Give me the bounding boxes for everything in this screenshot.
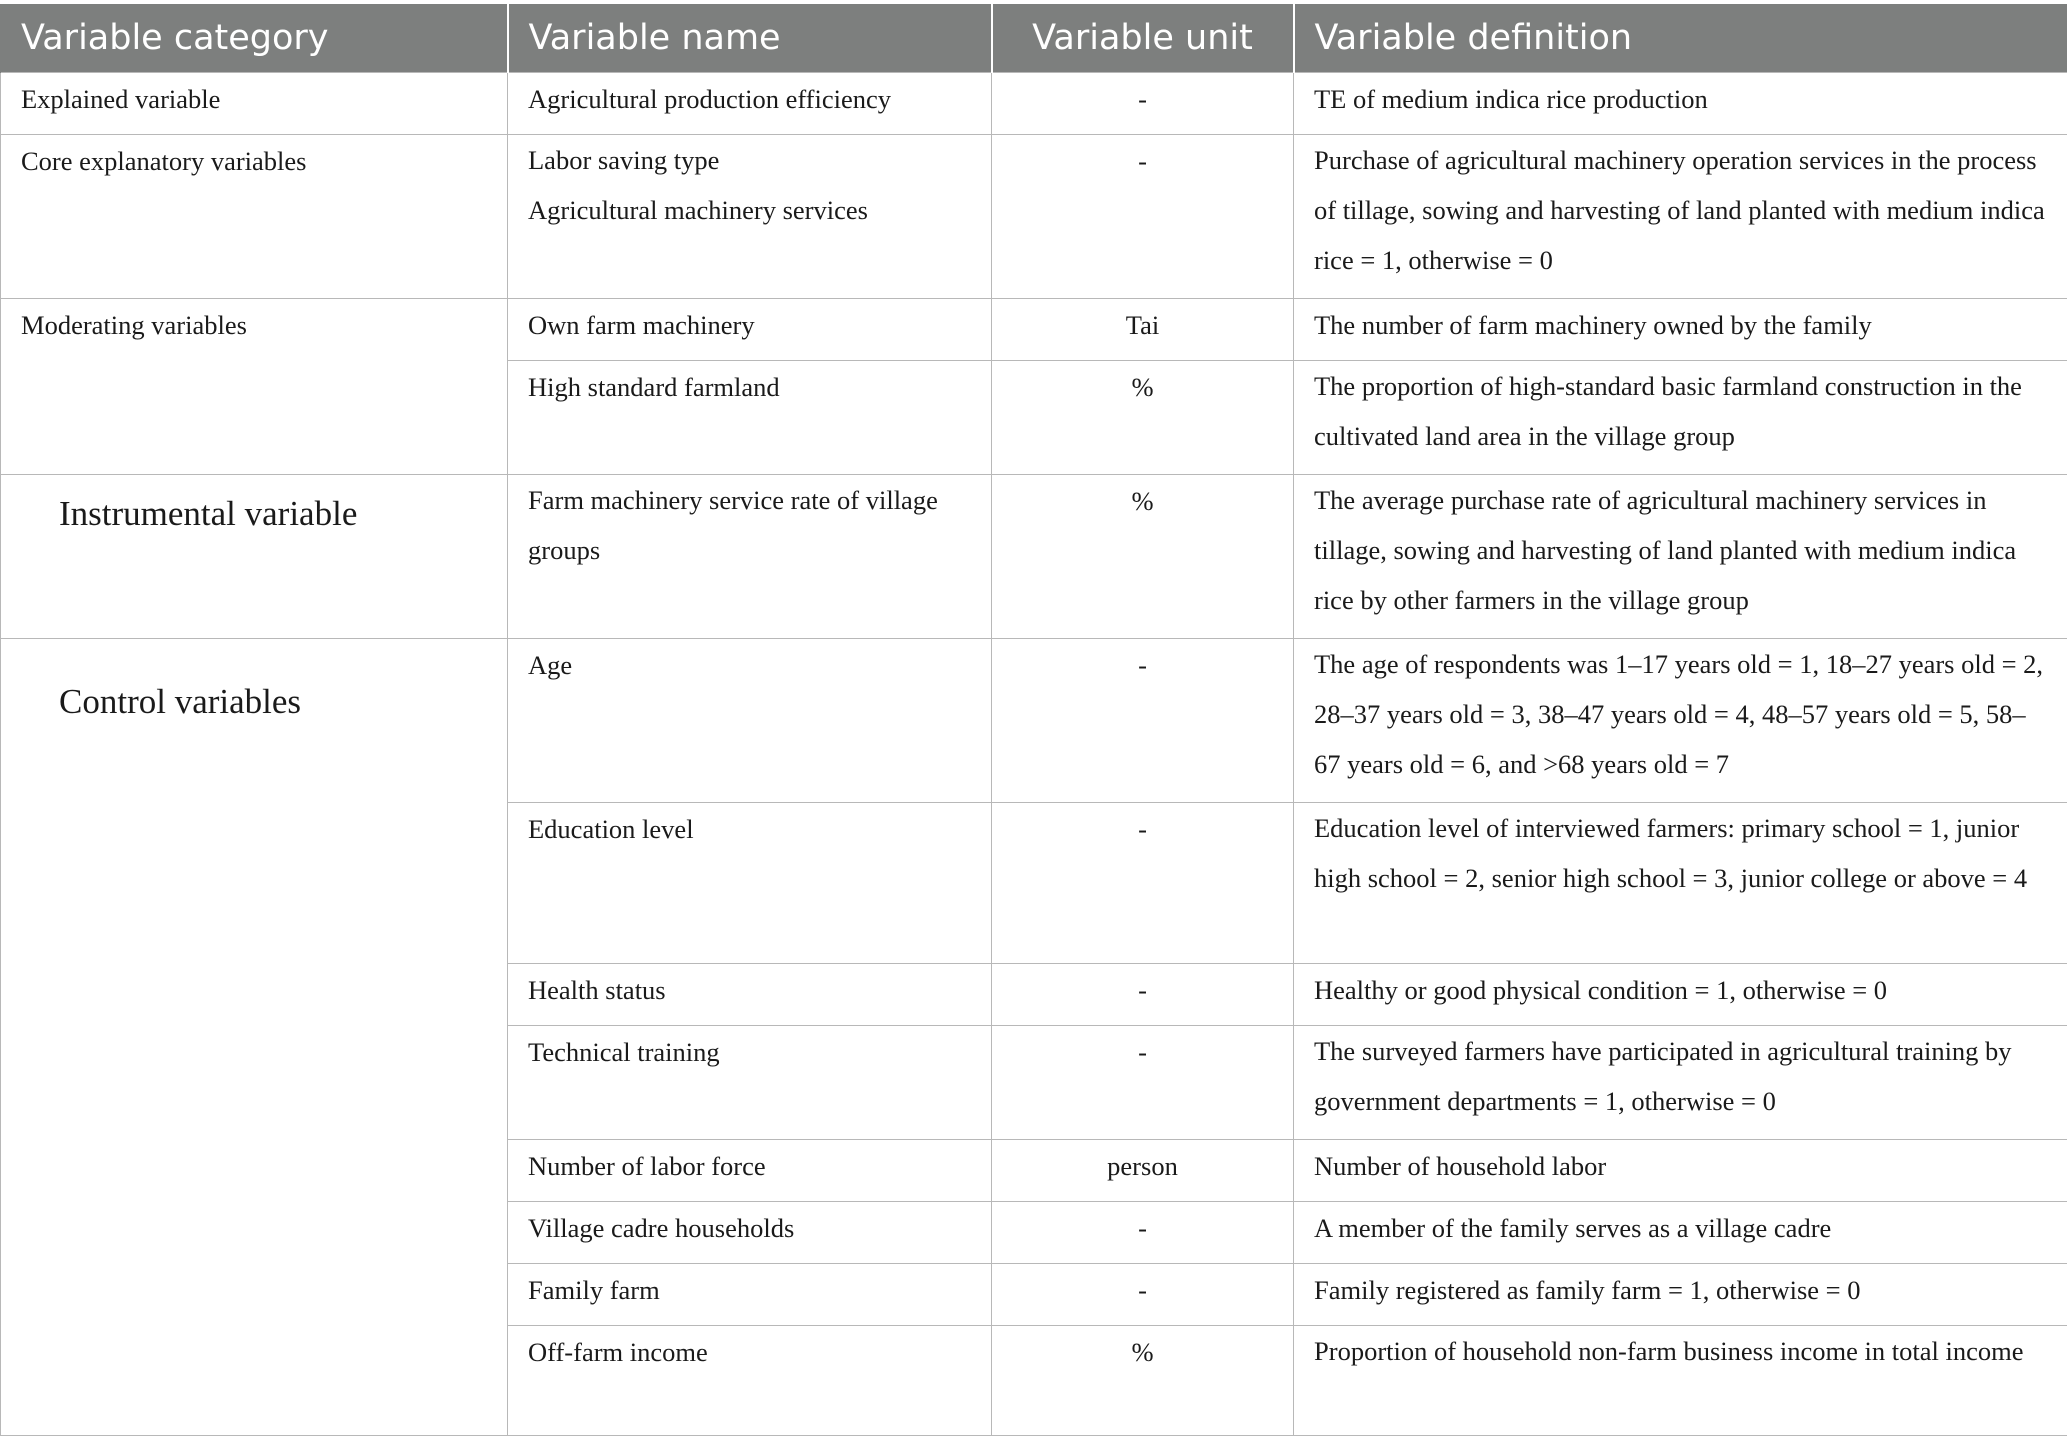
table-row (1, 72, 2067, 134)
unit-cell: - (992, 72, 1294, 134)
name-cell: Village cadre households (508, 1201, 992, 1263)
definition-cell: The number of farm machinery owned by the family (1294, 298, 2067, 360)
definition-cell: Family registered as family farm = 1, otherwise = 0 (1294, 1263, 2067, 1325)
definition-cell: The proportion of high-standard basic farmland construction in the cultivated land area in the village group (1294, 360, 2067, 474)
table-row (1, 298, 2067, 360)
unit-cell: % (992, 1325, 1294, 1435)
unit-cell: - (992, 1201, 1294, 1263)
unit-cell: - (992, 638, 1294, 802)
unit-cell: Tai (992, 298, 1294, 360)
name-cell: Agricultural production efficiency (508, 72, 992, 134)
name-cell: Technical training (508, 1025, 992, 1139)
unit-cell: % (992, 360, 1294, 474)
variables-table (0, 4, 2067, 1436)
header-variable-name: Variable name (508, 4, 992, 72)
header-row (1, 4, 2067, 72)
name-cell: Number of labor force (508, 1139, 992, 1201)
definition-cell: Education level of interviewed farmers: primary school = 1, junior high school = 2, senior high school = 3, junior college or above = 4 (1294, 802, 2067, 963)
table-body (1, 72, 2067, 1435)
name-cell: Education level (508, 802, 992, 963)
definition-cell: A member of the family serves as a village cadre (1294, 1201, 2067, 1263)
category-label: Control variables (59, 681, 302, 721)
definition-cell: Number of household labor (1294, 1139, 2067, 1201)
table-row (1, 134, 2067, 298)
definition-cell: Proportion of household non-farm business income in total income (1294, 1325, 2067, 1435)
unit-cell: - (992, 1263, 1294, 1325)
unit-cell: person (992, 1139, 1294, 1201)
name-cell: Family farm (508, 1263, 992, 1325)
unit-cell: - (992, 1025, 1294, 1139)
name-cell (508, 134, 992, 298)
header-variable-definition: Variable definition (1294, 4, 2067, 72)
name-cell: Off-farm income (508, 1325, 992, 1435)
name-cell: Farm machinery service rate of village groups (508, 474, 992, 638)
definition-cell: Purchase of agricultural machinery operation services in the process of tillage, sowing and harvesting of land planted with medium indica rice = 1, otherwise = 0 (1294, 134, 2067, 298)
category-label: Instrumental variable (59, 493, 358, 533)
header-variable-unit: Variable unit (992, 4, 1294, 72)
category-cell: Explained variable (1, 72, 508, 134)
name-cell: Age (508, 638, 992, 802)
definition-cell: The average purchase rate of agricultural machinery services in tillage, sowing and harvesting of land planted with medium indica rice by other farmers in the village group (1294, 474, 2067, 638)
name-cell: Own farm machinery (508, 298, 992, 360)
name-cell: High standard farmland (508, 360, 992, 474)
unit-cell: % (992, 474, 1294, 638)
definition-cell: The age of respondents was 1–17 years old = 1, 18–27 years old = 2, 28–37 years old = 3, 38–47 years old = 4, 48–57 years old = 5, 58–67 years old = 6, and >68 years old = 7 (1294, 638, 2067, 802)
name-line-2: Agricultural machinery services (528, 194, 868, 225)
unit-cell: - (992, 134, 1294, 298)
table-row (1, 638, 2067, 802)
header-variable-category: Variable category (1, 4, 508, 72)
category-cell: Moderating variables (1, 298, 508, 474)
unit-cell: - (992, 963, 1294, 1025)
category-cell: Core explanatory variables (1, 134, 508, 298)
table-row (1, 474, 2067, 638)
table-header (1, 4, 2067, 72)
definition-cell: Healthy or good physical condition = 1, otherwise = 0 (1294, 963, 2067, 1025)
name-line-1: Labor saving type (528, 144, 720, 175)
unit-cell: - (992, 802, 1294, 963)
name-cell: Health status (508, 963, 992, 1025)
definition-cell: TE of medium indica rice production (1294, 72, 2067, 134)
category-cell (1, 474, 508, 638)
category-cell (1, 638, 508, 1435)
definition-cell: The surveyed farmers have participated in agricultural training by government departments = 1, otherwise = 0 (1294, 1025, 2067, 1139)
